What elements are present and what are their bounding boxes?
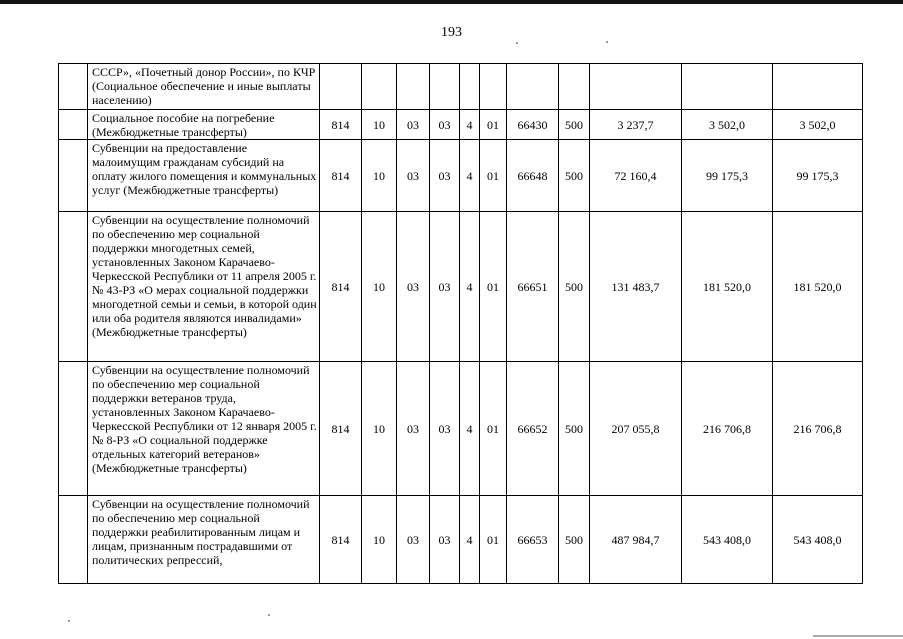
cell-amount-year-2: 543 408,0 xyxy=(682,496,773,584)
page-top-border xyxy=(0,0,903,4)
cell-section: 10 xyxy=(362,140,397,212)
cell-subprogram: 01 xyxy=(480,110,507,140)
cell-subprogram: 01 xyxy=(480,496,507,584)
cell-target-code: 66651 xyxy=(507,212,559,362)
cell-expense-type: 500 xyxy=(559,140,590,212)
cell-expense-name: Субвенции на осуществление полномочий по обеспечению мер социальной поддержки многодетных семей, установленных Законом Карачаево-Черкесской Республики от 11 апреля 2005 г. № 43-РЗ «О мерах социальной поддержки многодетной семьи и семьи, в которой один или оба родителя являются инвалидами» (Межбюджетные трансферты) xyxy=(88,212,320,362)
cell-amount-year-3: 543 408,0 xyxy=(773,496,863,584)
cell-expense-name: Субвенции на осуществление полномочий по обеспечению мер социальной поддержки реабилитированным лицам и лицам, признанным пострадавшими от политических репрессий, xyxy=(88,496,320,584)
table-row xyxy=(59,140,863,212)
cell-section: 10 xyxy=(362,496,397,584)
cell-row-number xyxy=(59,64,88,110)
cell-amount-year-2 xyxy=(682,64,773,110)
scan-speck xyxy=(516,42,518,44)
cell-department-code: 814 xyxy=(320,140,362,212)
cell-department-code: 814 xyxy=(320,496,362,584)
cell-row-number xyxy=(59,362,88,496)
cell-subsection: 03 xyxy=(397,362,430,496)
table-row xyxy=(59,362,863,496)
cell-subprogram: 01 xyxy=(480,362,507,496)
cell-program-type xyxy=(460,64,480,110)
cell-amount-year-2: 3 502,0 xyxy=(682,110,773,140)
cell-amount-year-2: 216 706,8 xyxy=(682,362,773,496)
cell-expense-type: 500 xyxy=(559,110,590,140)
cell-section xyxy=(362,64,397,110)
table-row xyxy=(59,496,863,584)
cell-subprogram: 01 xyxy=(480,140,507,212)
cell-amount-year-3: 216 706,8 xyxy=(773,362,863,496)
cell-amount-year-3: 99 175,3 xyxy=(773,140,863,212)
cell-department-code: 814 xyxy=(320,212,362,362)
cell-section: 10 xyxy=(362,110,397,140)
cell-target-code xyxy=(507,64,559,110)
cell-subsection: 03 xyxy=(397,140,430,212)
cell-amount-year-2: 99 175,3 xyxy=(682,140,773,212)
cell-expense-name: Субвенции на предоставление малоимущим гражданам субсидий на оплату жилого помещения и коммунальных услуг (Межбюджетные трансферты) xyxy=(88,140,320,212)
cell-program-type: 4 xyxy=(460,140,480,212)
cell-program-type: 4 xyxy=(460,362,480,496)
cell-program-type: 4 xyxy=(460,212,480,362)
cell-amount-year-1: 131 483,7 xyxy=(590,212,682,362)
cell-program: 03 xyxy=(430,140,460,212)
cell-amount-year-1 xyxy=(590,64,682,110)
cell-row-number xyxy=(59,496,88,584)
table-row xyxy=(59,212,863,362)
cell-target-code: 66652 xyxy=(507,362,559,496)
scan-speck xyxy=(68,620,70,622)
cell-department-code: 814 xyxy=(320,362,362,496)
cell-expense-name: Социальное пособие на погребение (Межбюджетные трансферты) xyxy=(88,110,320,140)
table-row xyxy=(59,110,863,140)
cell-amount-year-2: 181 520,0 xyxy=(682,212,773,362)
page-bottom-edge xyxy=(813,635,903,637)
scan-speck xyxy=(268,614,270,616)
cell-amount-year-3: 181 520,0 xyxy=(773,212,863,362)
cell-expense-type xyxy=(559,64,590,110)
cell-target-code: 66648 xyxy=(507,140,559,212)
cell-subsection: 03 xyxy=(397,212,430,362)
cell-subsection: 03 xyxy=(397,496,430,584)
cell-section: 10 xyxy=(362,212,397,362)
cell-row-number xyxy=(59,140,88,212)
cell-program xyxy=(430,64,460,110)
cell-subsection xyxy=(397,64,430,110)
cell-expense-type: 500 xyxy=(559,212,590,362)
cell-department-code xyxy=(320,64,362,110)
cell-amount-year-3: 3 502,0 xyxy=(773,110,863,140)
cell-section: 10 xyxy=(362,362,397,496)
cell-amount-year-1: 72 160,4 xyxy=(590,140,682,212)
cell-subprogram xyxy=(480,64,507,110)
cell-target-code: 66653 xyxy=(507,496,559,584)
cell-amount-year-1: 487 984,7 xyxy=(590,496,682,584)
cell-target-code: 66430 xyxy=(507,110,559,140)
cell-subprogram: 01 xyxy=(480,212,507,362)
cell-amount-year-3 xyxy=(773,64,863,110)
cell-program-type: 4 xyxy=(460,110,480,140)
cell-program: 03 xyxy=(430,362,460,496)
cell-row-number xyxy=(59,110,88,140)
cell-row-number xyxy=(59,212,88,362)
cell-expense-name: СССР», «Почетный донор России», по КЧР (Социальное обеспечение и иные выплаты населению) xyxy=(88,64,320,110)
cell-amount-year-1: 3 237,7 xyxy=(590,110,682,140)
page-number: 193 xyxy=(441,25,462,40)
cell-amount-year-1: 207 055,8 xyxy=(590,362,682,496)
cell-program-type: 4 xyxy=(460,496,480,584)
cell-subsection: 03 xyxy=(397,110,430,140)
cell-expense-type: 500 xyxy=(559,362,590,496)
table-row xyxy=(59,64,863,110)
cell-program: 03 xyxy=(430,212,460,362)
budget-table xyxy=(58,63,863,584)
table-body xyxy=(59,64,863,584)
cell-department-code: 814 xyxy=(320,110,362,140)
scan-speck xyxy=(606,41,608,43)
cell-program: 03 xyxy=(430,496,460,584)
cell-expense-type: 500 xyxy=(559,496,590,584)
cell-program: 03 xyxy=(430,110,460,140)
cell-expense-name: Субвенции на осуществление полномочий по обеспечению мер социальной поддержки ветеранов труда, установленных Законом Карачаево-Черкесской Республики от 12 января 2005 г. № 8-РЗ «О социальной поддержке отдельных категорий ветеранов» (Межбюджетные трансферты) xyxy=(88,362,320,496)
